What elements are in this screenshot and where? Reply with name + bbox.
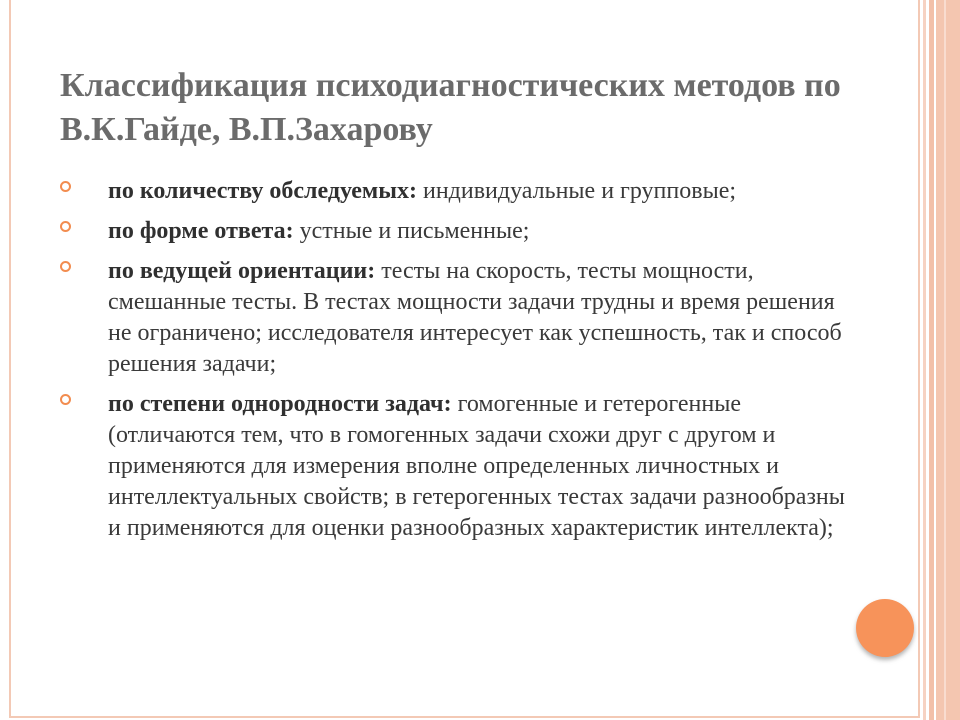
slide-title: Классификация психодиагностических методов по В.К.Гайде, В.П.Захарову — [60, 67, 841, 148]
bullet-list — [60, 176, 860, 553]
list-item — [60, 176, 860, 207]
item-text: устные и письменные; — [293, 218, 530, 244]
circle-bullet-icon — [60, 261, 71, 272]
list-item — [60, 216, 860, 247]
item-label: по степени однородности задач: — [108, 391, 452, 417]
item-text: тесты на скорость, тесты мощности, смешанные тесты. В тестах мощности задачи трудны и время решения не ограничено; исследователя интересует как успешность, так и способ решения задачи; — [108, 258, 842, 377]
circle-bullet-icon — [60, 181, 71, 192]
circle-bullet-icon — [60, 221, 71, 232]
item-text: индивидуальные и групповые; — [416, 178, 737, 204]
list-item — [60, 256, 860, 380]
decorative-circle — [856, 599, 914, 657]
item-text: гомогенные и гетерогенные (отличаются тем, что в гомогенных задачи схожи друг с другом и применяются для измерения вполне определенных личностных и интеллектуальных свойств; в гетерогенных тестах задачи разнообразны и применяются для оценки разнообразных характеристик интеллекта); — [108, 391, 845, 541]
decorative-stripe — [923, 0, 926, 720]
decorative-stripe — [944, 0, 946, 720]
item-label: по количеству обследуемых: — [108, 178, 417, 204]
circle-bullet-icon — [60, 394, 71, 405]
item-label: по форме ответа: — [108, 218, 294, 244]
list-item — [60, 389, 860, 544]
decorative-stripe — [936, 0, 960, 720]
item-label: по ведущей ориентации: — [108, 258, 376, 284]
decorative-stripe — [929, 0, 934, 720]
